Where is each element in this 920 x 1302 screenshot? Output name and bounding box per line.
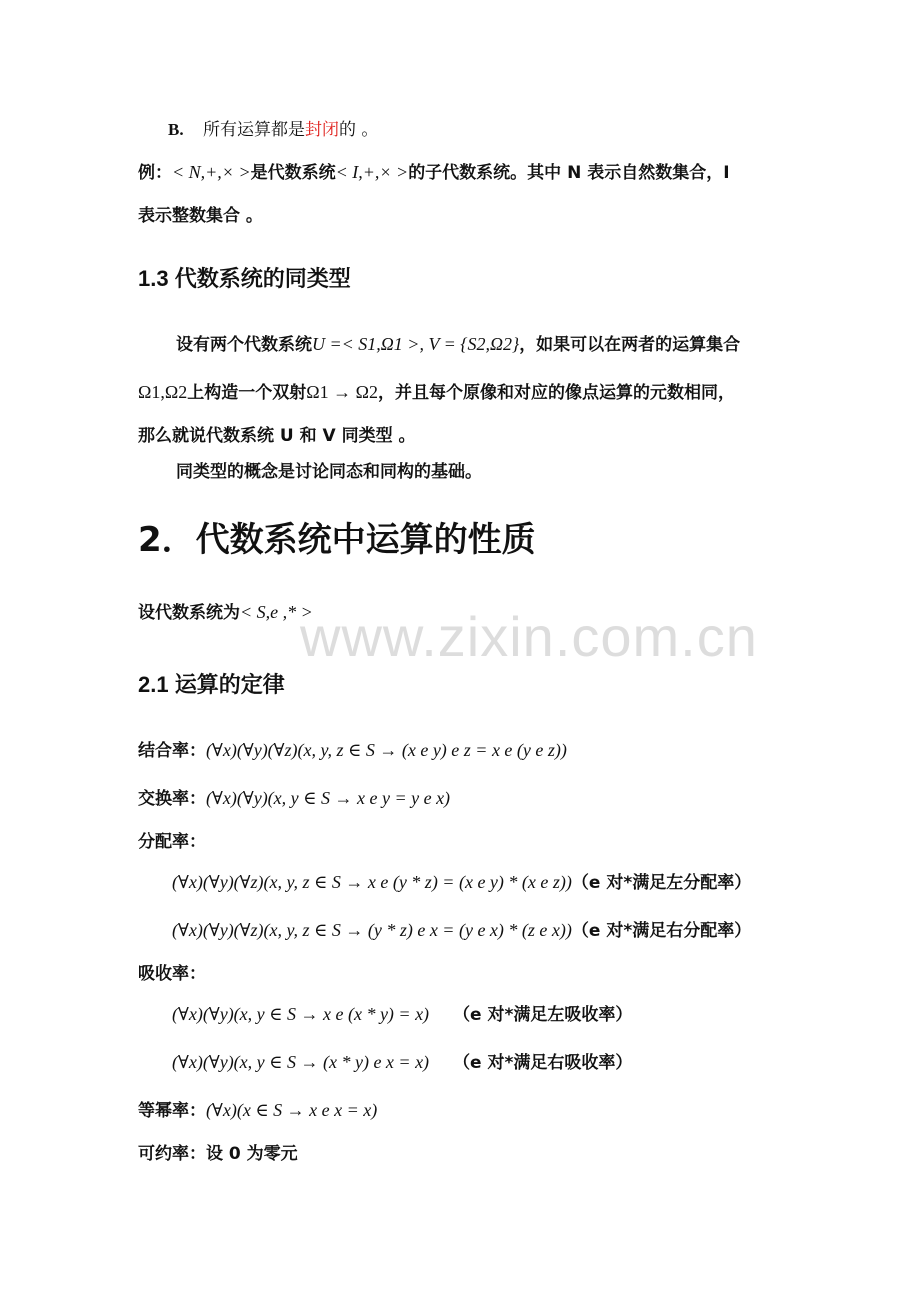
s13-p1-tail: ，如果可以在两者的运算集合 [519,335,741,355]
watermark: www.zixin.com.cn [300,605,758,668]
absorption-right [172,1050,632,1075]
absorption-right-formula: (∀x)(∀y)(x, y ∈ S → (x * y) e x = x) [172,1052,430,1072]
s13-paragraph-line-3: 那么就说代数系统 U 和 V 同类型 。 [138,426,416,446]
example-tail: 的子代数系统。其中 N 表示自然数集合，I [408,163,730,183]
associative-law [138,738,567,763]
distributive-left [172,870,751,895]
section-2-heading: 2．代数系统中运算的性质 [138,520,536,560]
closure-highlight: 封闭 [305,120,339,140]
cancellation-label: 可约率： [138,1144,206,1164]
s13-p2-mid: 上构造一个双射 [187,383,307,403]
distributive-right-note: （e 对*满足右分配率） [571,921,752,941]
example-mid: 是代数系统 [250,163,336,183]
commutative-label: 交换率： [138,789,206,809]
closure-label: B. [168,120,184,139]
absorption-right-note: （e 对*满足右吸收率） [453,1053,633,1073]
example-prefix: 例： [138,163,172,183]
commutative-formula: (∀x)(∀y)(x, y ∈ S → x e y = y e x) [206,788,451,808]
example-math-2: < I,+,× > [335,162,409,182]
example-line-2: 表示整数集合 。 [138,206,263,226]
s13-paragraph-line-1 [176,332,740,357]
section-2-intro [138,600,313,625]
s13-p2-tail: ，并且每个原像和对应的像点运算的元数相同， [378,383,736,403]
associative-formula: (∀x)(∀y)(∀z)(x, y, z ∈ S → (x e y) e z = x e (y e z)) [206,740,567,760]
closure-line [168,118,378,142]
distributive-right [172,918,751,943]
example-math-1: < N,+,× > [172,162,251,182]
distributive-left-formula: (∀x)(∀y)(∀z)(x, y, z ∈ S → x e (y * z) = (x e y) * (x e z)) [172,872,572,892]
s13-paragraph-line-2 [138,380,735,405]
absorption-left-formula: (∀x)(∀y)(x, y ∈ S → x e (x * y) = x) [172,1004,430,1024]
closure-text-after: 的 。 [339,120,379,140]
absorption-left-note: （e 对*满足左吸收率） [453,1005,633,1025]
distributive-label: 分配率： [138,832,206,852]
distributive-right-formula: (∀x)(∀y)(∀z)(x, y, z ∈ S → (y * z) e x = (y e x) * (z e x)) [172,920,572,940]
section-1-3-heading: 1.3 代数系统的同类型 [138,266,351,291]
s13-paragraph-line-4: 同类型的概念是讨论同态和同构的基础。 [176,462,482,482]
section-2-1-heading: 2.1 运算的定律 [138,672,285,697]
s13-p2-math-1: Ω1,Ω2 [138,382,188,402]
distributive-left-note: （e 对*满足左分配率） [571,873,752,893]
commutative-law [138,786,450,811]
idempotent-formula: (∀x)(x ∈ S → x e x = x) [206,1100,378,1120]
absorption-left [172,1002,632,1027]
associative-label: 结合率： [138,741,206,761]
section-2-intro-math: < S,e ,* > [240,602,313,622]
section-2-intro-prefix: 设代数系统为 [138,603,240,623]
s13-p2-math-2: Ω1 → Ω2 [306,382,379,402]
s13-p1-prefix: 设有两个代数系统 [176,335,312,355]
idempotent-label: 等幂率： [138,1101,206,1121]
cancellation-text: 设 0 为零元 [206,1144,298,1164]
cancellation-law [138,1142,298,1166]
absorption-label: 吸收率： [138,964,206,984]
s13-p1-math: U =< S1,Ω1 >, V = {S2,Ω2} [312,334,520,354]
idempotent-law [138,1098,377,1123]
example-line-1 [138,160,730,185]
closure-text-before: 所有运算都是 [203,120,305,140]
